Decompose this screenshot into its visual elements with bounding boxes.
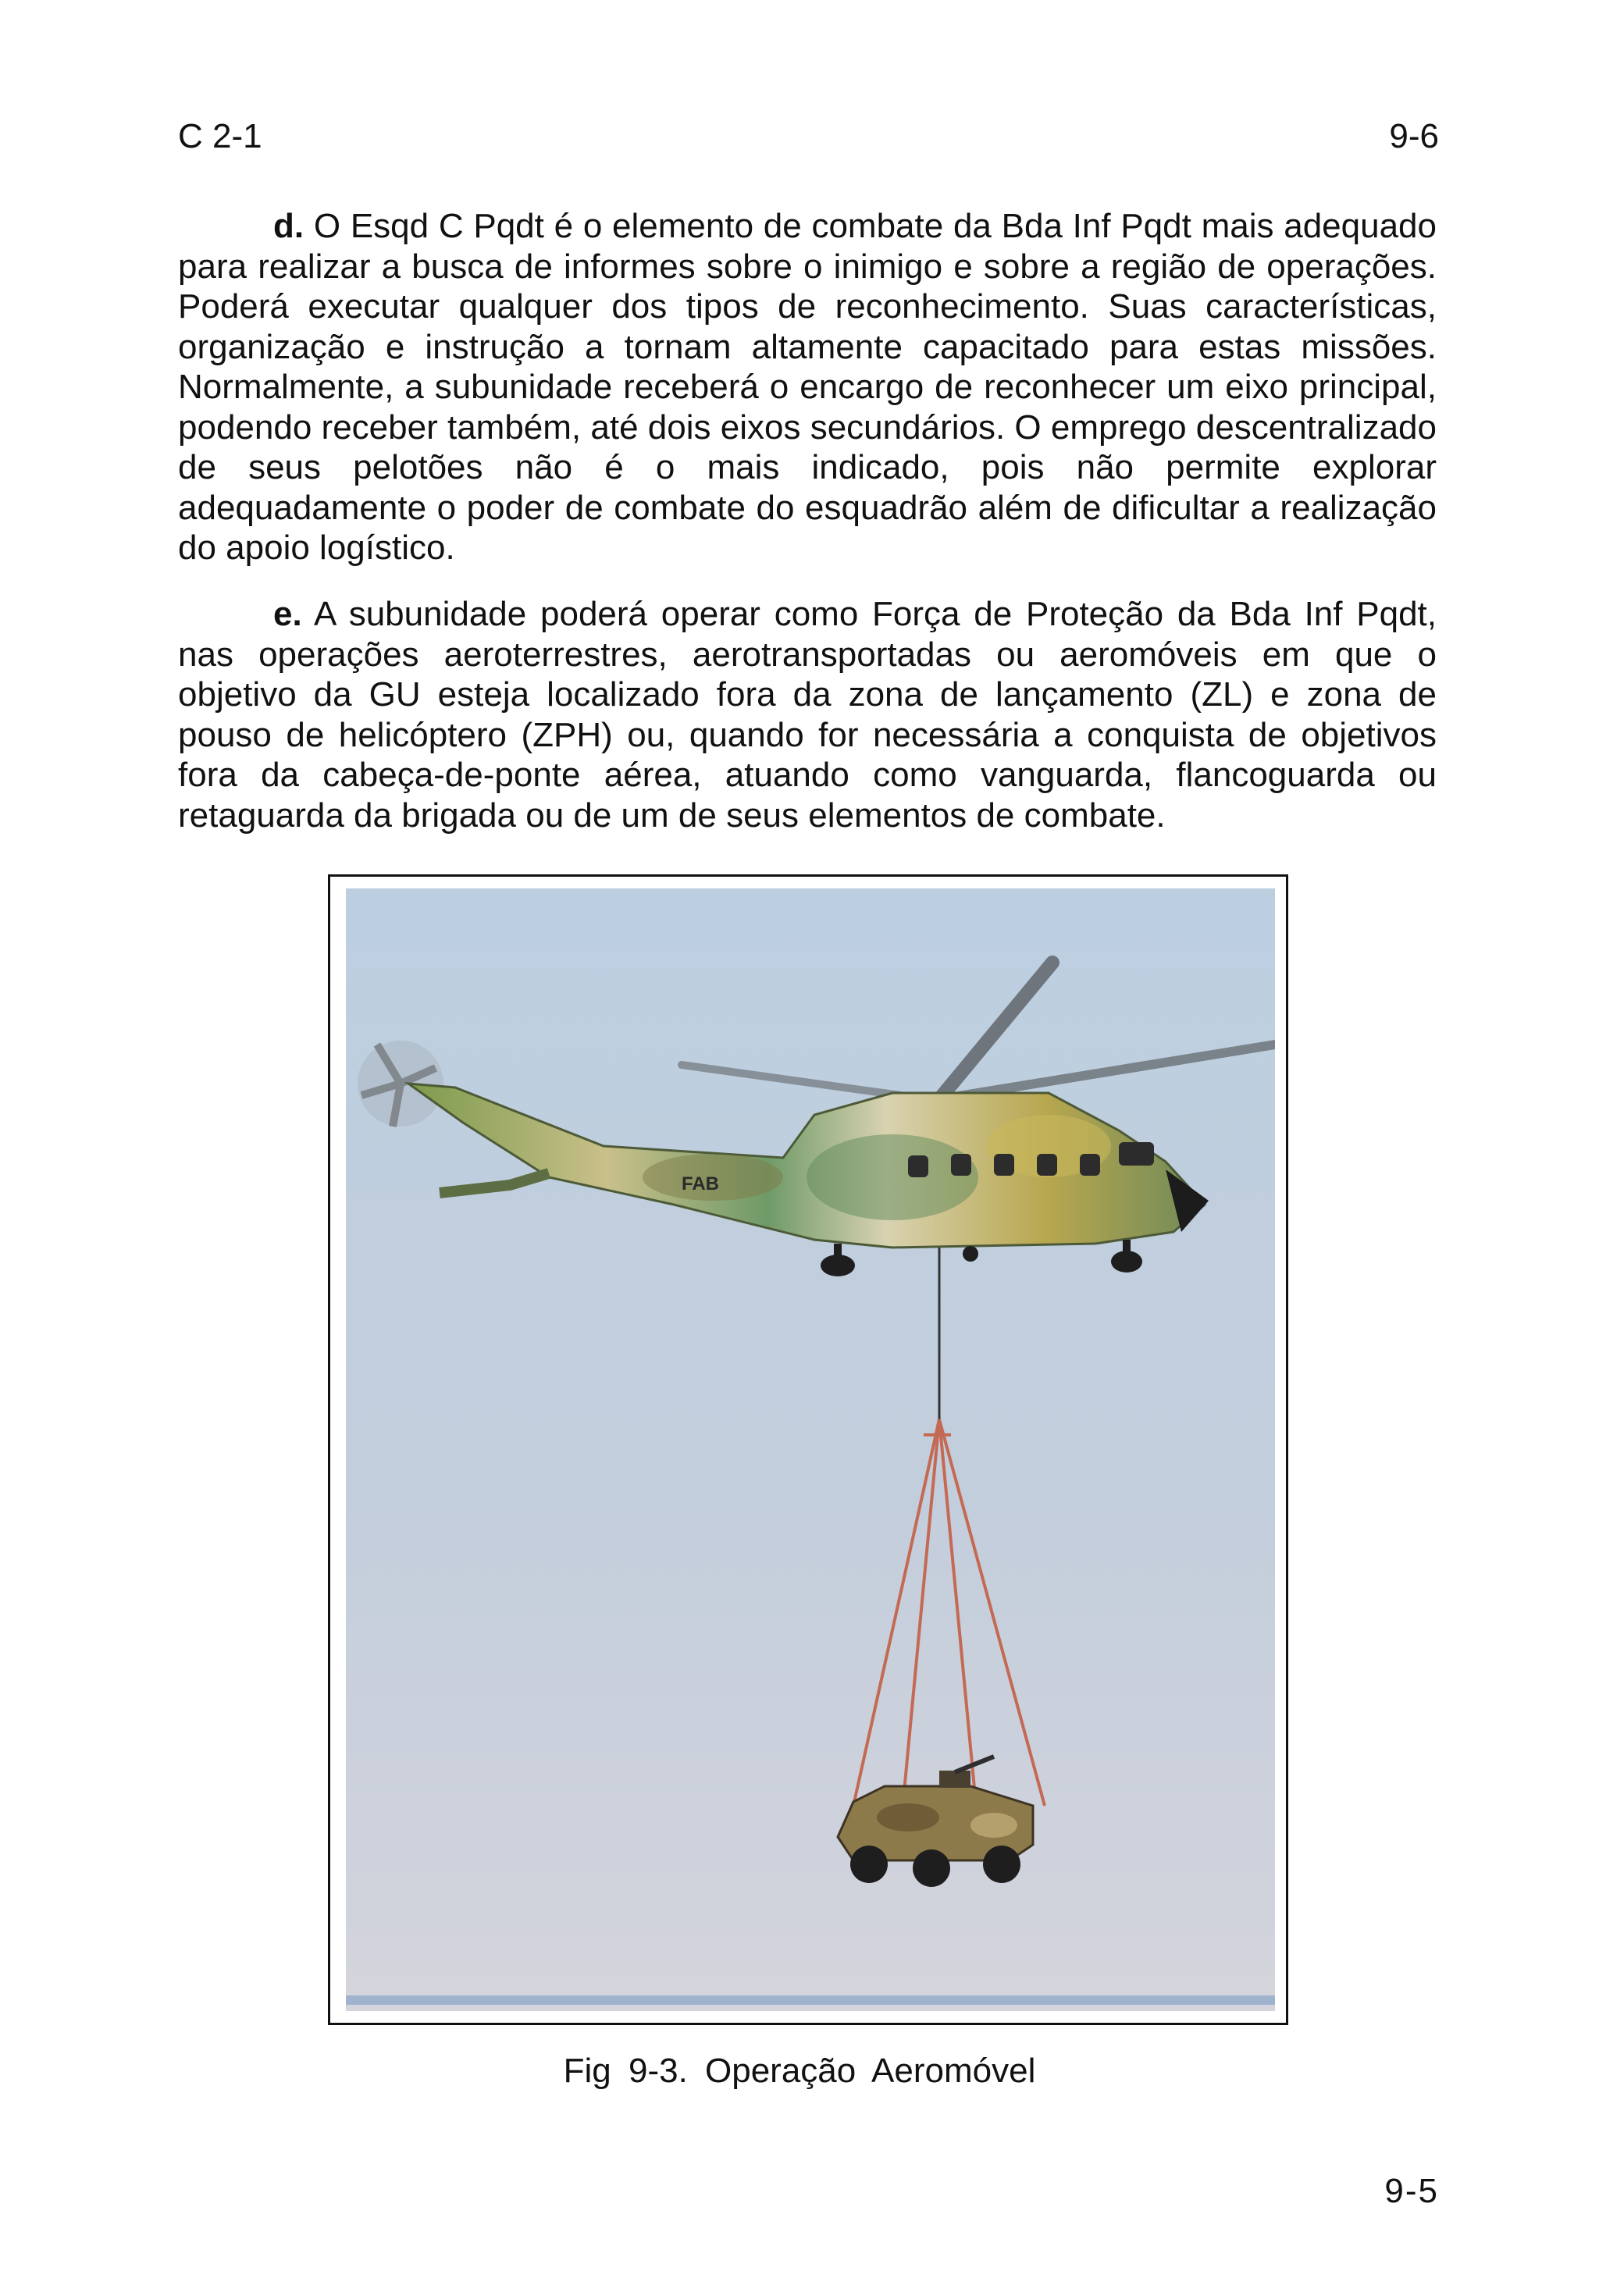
sky-background	[346, 888, 1275, 2011]
figure-caption: Fig 9-3. Operação Aeromóvel	[563, 2052, 1036, 2090]
paragraph-marker: d.	[273, 207, 304, 245]
paragraph-marker: e.	[273, 595, 302, 633]
page-header	[178, 117, 1439, 164]
photo-bottom-strip	[346, 1995, 1275, 2005]
paragraph-text: A subunidade poderá operar como Força de Proteção da Bda Inf Pqdt, nas operações aeroterrestres, aerotransportadas ou aeromóveis em que o objetivo da GU esteja localizado fora da zona de lançamento (ZL) e zona de pouso de helicóptero (ZPH) ou, quando for necessária a conquista de objetivos fora da cabeça-de-ponte aérea, atuando como vanguarda, flancoguarda ou retaguarda da brigada ou de um de seus elementos de combate.	[178, 595, 1437, 835]
figure-frame	[328, 874, 1288, 2025]
manual-code: C 2-1	[178, 117, 262, 155]
section-number: 9-6	[1389, 117, 1439, 155]
tail-rotor	[358, 1041, 443, 1127]
paragraph-e	[178, 594, 1437, 835]
page-number: 9-5	[1384, 2172, 1439, 2210]
paragraph-text: O Esqd C Pqdt é o elemento de combate da Bda Inf Pqdt mais adequado para realizar a busca de informes sobre o inimigo e sobre a região de operações. Poderá executar qualquer dos tipos de reconhecimento. Suas características, organização e instrução a tornam altamente capacitado para estas missões. Normalmente, a subunidade receberá o encargo de reconhecer um eixo principal, podendo receber também, até dois eixos secundários. O emprego descentralizado de seus pelotões não é o mais indicado, pois não permite explorar adequadamente o poder de combate do esquadrão além de dificultar a realização do apoio logístico.	[178, 207, 1437, 567]
helicopter-photo	[346, 888, 1275, 2011]
helicopter-marking: FAB	[682, 1173, 719, 1194]
paragraph-d	[178, 206, 1437, 568]
